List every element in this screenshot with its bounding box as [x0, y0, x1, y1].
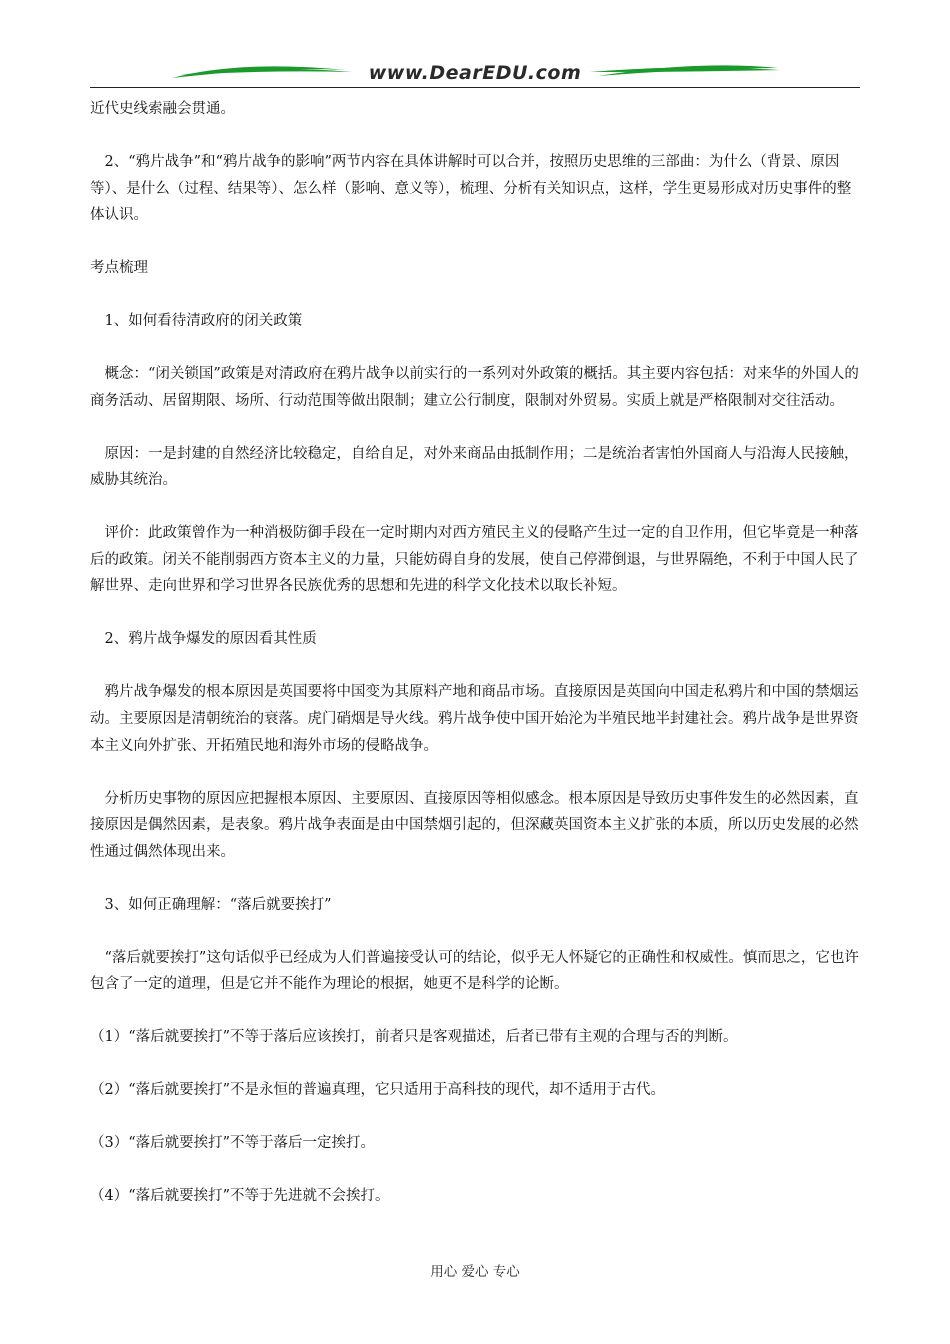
page-footer: 用心 爱心 专心	[430, 1264, 520, 1280]
paragraph: 评价：此政策曾作为一种消极防御手段在一定时期内对西方殖民主义的侵略产生过一定的自卫作用，但它毕竟是一种落后的政策。闭关不能削弱西方资本主义的力量，只能妨碍自身的发展，使自己停滞倒退，与世界隔绝，不利于中国人民了解世界、走向世界和学习世界各民族优秀的思想和先进的科学文化技术以取长补短。	[90, 525, 859, 595]
list-item: （4）“落后就要挨打”不等于先进就不会挨打。	[90, 1188, 390, 1205]
paragraph: 概念：“闭关锁国”政策是对清政府在鸦片战争以前实行的一系列对外政策的概括。其主要内容包括：对来华的外国人的商务活动、居留期限、场所、行动范围等做出限制；建立公行制度，限制对外贸易。实质上就是严格限制对交往活动。	[90, 366, 859, 409]
paragraph: 鸦片战争爆发的根本原因是英国要将中国变为其原料产地和商品市场。直接原因是英国向中国走私鸦片和中国的禁烟运动。主要原因是清朝统治的衰落。虎门硝烟是导火线。鸦片战争使中国开始沦为半殖民地半封建社会。鸦片战争是世界资本主义向外扩张、开拓殖民地和海外市场的侵略战争。	[90, 684, 859, 754]
header-divider	[90, 87, 860, 88]
subsection-heading: 1、如何看待清政府的闭关政策	[90, 313, 303, 330]
paragraph: 2、“鸦片战争”和“鸦片战争的影响”两节内容在具体讲解时可以合并，按照历史思维的三部曲：为什么（背景、原因等）、是什么（过程、结果等）、怎么样（影响、意义等），梳理、分析有关知识点，这样，学生更易形成对历史事件的整体认识。	[90, 153, 852, 224]
list-item: （2）“落后就要挨打”不是永恒的普遍真理，它只适用于高科技的现代，却不适用于古代。	[90, 1082, 666, 1099]
subsection-heading: 3、如何正确理解：“落后就要挨打”	[90, 896, 332, 913]
list-item: （3）“落后就要挨打”不等于落后一定挨打。	[90, 1135, 376, 1152]
subsection-heading: 2、鸦片战争爆发的原因看其性质	[90, 631, 317, 648]
section-heading: 考点梳理	[90, 260, 148, 277]
list-item: （1）“落后就要挨打”不等于落后应该挨打，前者只是客观描述，后者已带有主观的合理与否的判断。	[90, 1029, 738, 1046]
document-body	[90, 96, 862, 1210]
paragraph: 近代史线索融会贯通。	[90, 101, 235, 117]
site-url: www.DearEDU.com	[368, 62, 582, 84]
paragraph: “落后就要挨打”这句话似乎已经成为人们普遍接受认可的结论，似乎无人怀疑它的正确性和权威性。慎而思之，它也许包含了一定的道理，但是它并不能作为理论的根据，她更不是科学的论断。	[90, 949, 859, 993]
paragraph: 原因：一是封建的自然经济比较稳定，自给自足，对外来商品由抵制作用；二是统治者害怕外国商人与沿海人民接触，威胁其统治。	[90, 445, 859, 489]
paragraph: 分析历史事物的原因应把握根本原因、主要原因、直接原因等相似感念。根本原因是导致历史事件发生的必然因素，直接原因是偶然因素，是表象。鸦片战争表面是由中国禁烟引起的，但深藏英国资本主义扩张的本质，所以历史发展的必然性通过偶然体现出来。	[90, 790, 859, 860]
